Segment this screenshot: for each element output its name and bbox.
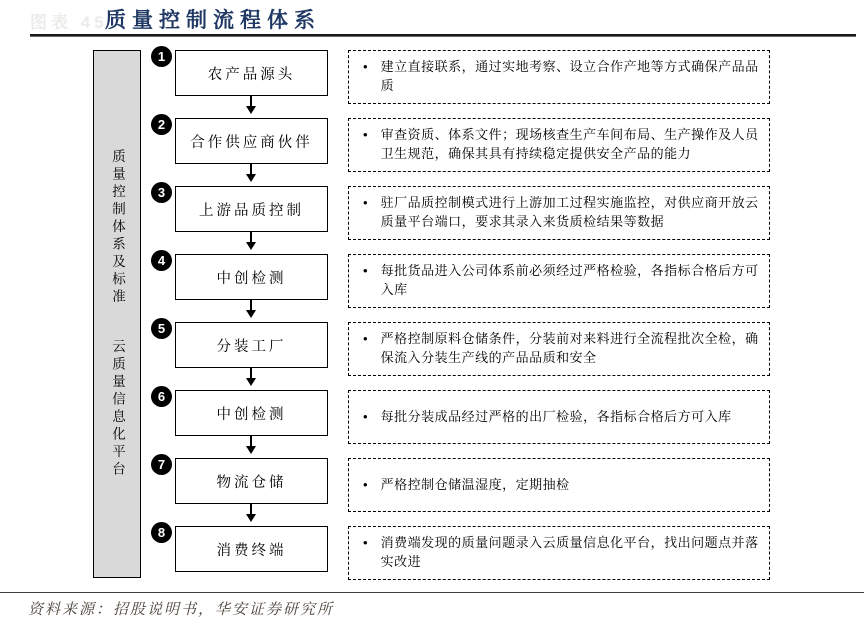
step-desc-box bbox=[348, 186, 770, 240]
step-number-badge: 4 bbox=[151, 250, 172, 271]
source-text: 资料来源：招股说明书，华安证券研究所 bbox=[28, 602, 335, 618]
step-desc-inner bbox=[363, 58, 759, 96]
step-box bbox=[175, 118, 328, 164]
step-box-label: 分装工厂 bbox=[216, 338, 287, 355]
bullet-icon: • bbox=[363, 535, 368, 551]
step-box-label: 上游品质控制 bbox=[199, 202, 304, 219]
step-desc-inner bbox=[363, 476, 759, 495]
page-title: 质量控制流程体系 bbox=[105, 8, 321, 32]
step-box bbox=[175, 322, 328, 368]
step-number-badge: 7 bbox=[151, 454, 172, 475]
step-flow-cell bbox=[150, 250, 348, 318]
step-desc-box bbox=[348, 322, 770, 376]
bullet-icon: • bbox=[363, 59, 368, 75]
step-desc-inner bbox=[363, 262, 759, 300]
step-desc-inner bbox=[363, 408, 759, 427]
sidebar-label-bottom: 云质量信息化平台 bbox=[110, 338, 125, 479]
step-flow-cell bbox=[150, 522, 348, 590]
step-number-badge: 6 bbox=[151, 386, 172, 407]
step-desc-box bbox=[348, 118, 770, 172]
step-row bbox=[150, 114, 770, 182]
step-desc-text: 建立直接联系，通过实地考察、设立合作产地等方式确保产品品质 bbox=[380, 59, 759, 93]
step-number-badge: 1 bbox=[151, 46, 172, 67]
quality-system-sidebar bbox=[93, 50, 141, 578]
arrow-down-icon bbox=[250, 96, 252, 106]
arrow-down-icon bbox=[250, 232, 252, 242]
step-desc-inner bbox=[363, 194, 759, 232]
steps-container bbox=[150, 46, 770, 590]
step-number-badge: 8 bbox=[151, 522, 172, 543]
step-row bbox=[150, 182, 770, 250]
step-flow-cell bbox=[150, 386, 348, 454]
step-desc-inner bbox=[363, 534, 759, 572]
step-desc-box bbox=[348, 458, 770, 512]
step-row bbox=[150, 46, 770, 114]
step-desc-inner bbox=[363, 126, 759, 164]
figure-number-watermark: 图表 45 bbox=[30, 13, 108, 32]
step-desc-text: 严格控制原料仓储条件，分装前对来料进行全流程批次全检，确保流入分装生产线的产品品质和安全 bbox=[380, 331, 759, 365]
step-desc-inner bbox=[363, 330, 759, 368]
step-desc-text: 审查资质、体系文件；现场核查生产车间布局、生产操作及人员卫生规范，确保其具有持续稳定提供安全产品的能力 bbox=[380, 127, 759, 161]
step-desc-box bbox=[348, 526, 770, 580]
step-box-label: 消费终端 bbox=[216, 542, 287, 559]
step-box-label: 物流仓储 bbox=[216, 474, 287, 491]
flowchart-area bbox=[0, 37, 864, 585]
bullet-icon: • bbox=[363, 127, 368, 143]
step-row bbox=[150, 318, 770, 386]
step-box bbox=[175, 458, 328, 504]
step-desc-text: 消费端发现的质量问题录入云质量信息化平台，找出问题点并落实改进 bbox=[380, 535, 759, 569]
step-number-badge: 3 bbox=[151, 182, 172, 203]
step-row bbox=[150, 250, 770, 318]
step-box-label: 合作供应商伙伴 bbox=[190, 134, 313, 151]
step-box bbox=[175, 254, 328, 300]
step-flow-cell bbox=[150, 318, 348, 386]
step-box-label: 中创检测 bbox=[216, 270, 287, 287]
arrow-down-icon bbox=[250, 436, 252, 446]
arrow-down-icon bbox=[250, 504, 252, 514]
sidebar-label-top: 质量控制体系及标准 bbox=[110, 149, 125, 307]
source-footer bbox=[0, 592, 864, 619]
step-desc-text: 严格控制仓储温湿度，定期抽检 bbox=[380, 476, 570, 492]
step-box bbox=[175, 50, 328, 96]
bullet-icon: • bbox=[363, 331, 368, 347]
step-flow-cell bbox=[150, 114, 348, 182]
step-box-label: 农产品源头 bbox=[207, 66, 296, 83]
step-desc-box bbox=[348, 390, 770, 444]
step-box bbox=[175, 186, 328, 232]
step-box bbox=[175, 526, 328, 572]
step-box-label: 中创检测 bbox=[216, 406, 287, 423]
arrow-down-icon bbox=[250, 300, 252, 310]
step-number-badge: 5 bbox=[151, 318, 172, 339]
bullet-icon: • bbox=[363, 476, 368, 492]
step-flow-cell bbox=[150, 46, 348, 114]
step-row bbox=[150, 454, 770, 522]
step-row bbox=[150, 386, 770, 454]
arrow-down-icon bbox=[250, 164, 252, 174]
step-flow-cell bbox=[150, 182, 348, 250]
step-row bbox=[150, 522, 770, 590]
figure-header bbox=[0, 0, 864, 37]
arrow-down-icon bbox=[250, 368, 252, 378]
step-desc-box bbox=[348, 254, 770, 308]
step-number-badge: 2 bbox=[151, 114, 172, 135]
bullet-icon: • bbox=[363, 263, 368, 279]
step-desc-text: 驻厂品质控制模式进行上游加工过程实施监控，对供应商开放云质量平台端口，要求其录入来货质检结果等数据 bbox=[380, 195, 759, 229]
step-desc-box bbox=[348, 50, 770, 104]
step-flow-cell bbox=[150, 454, 348, 522]
bullet-icon: • bbox=[363, 408, 368, 424]
bullet-icon: • bbox=[363, 195, 368, 211]
step-desc-text: 每批货品进入公司体系前必须经过严格检验，各指标合格后方可入库 bbox=[380, 263, 759, 297]
step-box bbox=[175, 390, 328, 436]
step-desc-text: 每批分装成品经过严格的出厂检验，各指标合格后方可入库 bbox=[380, 408, 732, 424]
